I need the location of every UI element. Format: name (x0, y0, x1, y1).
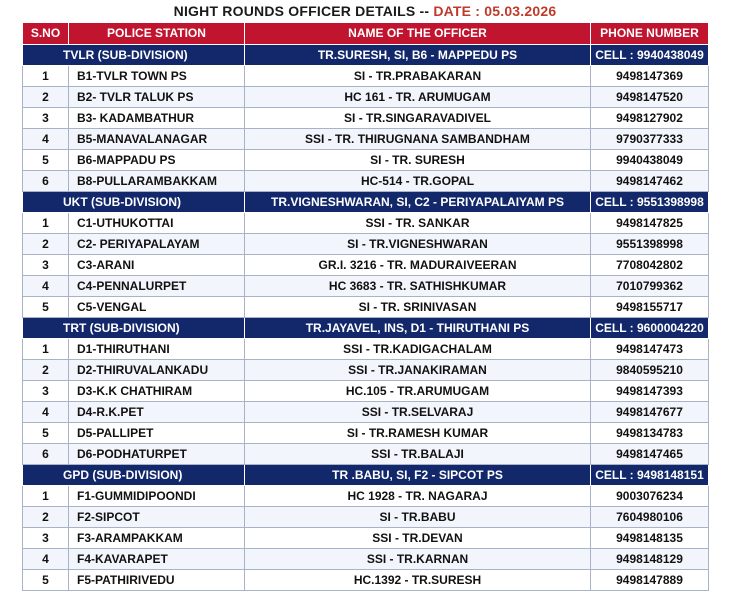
subdivision-cell: CELL : 9551398998 (591, 192, 709, 213)
row-station: D4-R.K.PET (69, 402, 245, 423)
row-sno: 5 (23, 150, 69, 171)
row-officer: SSI - TR.JANAKIRAMAN (245, 360, 591, 381)
row-phone: 9003076234 (591, 486, 709, 507)
row-officer: HC.105 - TR.ARUMUGAM (245, 381, 591, 402)
table-row (23, 339, 709, 360)
subdivision-officer: TR.VIGNESHWARAN, SI, C2 - PERIYAPALAIYAM PS (245, 192, 591, 213)
row-phone: 7604980106 (591, 507, 709, 528)
row-station: F5-PATHIRIVEDU (69, 570, 245, 591)
subdivision-officer: TR.JAYAVEL, INS, D1 - THIRUTHANI PS (245, 318, 591, 339)
row-officer: SI - TR.SINGARAVADIVEL (245, 108, 591, 129)
table-row (23, 234, 709, 255)
header-station: POLICE STATION (69, 23, 245, 45)
row-station: B3- KADAMBATHUR (69, 108, 245, 129)
row-sno: 4 (23, 402, 69, 423)
officer-table (22, 22, 709, 591)
row-station: B1-TVLR TOWN PS (69, 66, 245, 87)
row-station: F3-ARAMPAKKAM (69, 528, 245, 549)
table-row (23, 276, 709, 297)
row-sno: 1 (23, 486, 69, 507)
header-officer: NAME OF THE OFFICER (245, 23, 591, 45)
header-sno: S.NO (23, 23, 69, 45)
row-station: C4-PENNALURPET (69, 276, 245, 297)
table-body (23, 45, 709, 591)
row-sno: 4 (23, 549, 69, 570)
row-officer: SI - TR.PRABAKARAN (245, 66, 591, 87)
subdivision-row (23, 192, 709, 213)
subdivision-row (23, 465, 709, 486)
row-station: D3-K.K CHATHIRAM (69, 381, 245, 402)
table-row (23, 87, 709, 108)
row-phone: 7708042802 (591, 255, 709, 276)
row-station: C1-UTHUKOTTAI (69, 213, 245, 234)
row-officer: HC 161 - TR. ARUMUGAM (245, 87, 591, 108)
table-row (23, 66, 709, 87)
subdivision-cell: CELL : 9940438049 (591, 45, 709, 66)
row-officer: SI - TR. SURESH (245, 150, 591, 171)
row-station: B8-PULLARAMBAKKAM (69, 171, 245, 192)
header-phone: PHONE NUMBER (591, 23, 709, 45)
table-row (23, 402, 709, 423)
table-row (23, 486, 709, 507)
row-phone: 9498148135 (591, 528, 709, 549)
row-phone: 9498147369 (591, 66, 709, 87)
table-row (23, 297, 709, 318)
row-phone: 9498147465 (591, 444, 709, 465)
table-row (23, 570, 709, 591)
row-officer: HC-514 - TR.GOPAL (245, 171, 591, 192)
row-officer: SI - TR.RAMESH KUMAR (245, 423, 591, 444)
subdivision-row (23, 318, 709, 339)
title-main: NIGHT ROUNDS OFFICER DETAILS -- (173, 3, 434, 19)
table-row (23, 549, 709, 570)
subdivision-name: UKT (SUB-DIVISION) (23, 192, 245, 213)
row-phone: 9940438049 (591, 150, 709, 171)
row-officer: SSI - TR.BALAJI (245, 444, 591, 465)
row-phone: 7010799362 (591, 276, 709, 297)
row-phone: 9498147677 (591, 402, 709, 423)
table-row (23, 213, 709, 234)
table-row (23, 255, 709, 276)
subdivision-name: TVLR (SUB-DIVISION) (23, 45, 245, 66)
subdivision-name: TRT (SUB-DIVISION) (23, 318, 245, 339)
table-row (23, 150, 709, 171)
row-phone: 9498155717 (591, 297, 709, 318)
row-officer: HC 1928 - TR. NAGARAJ (245, 486, 591, 507)
row-phone: 9551398998 (591, 234, 709, 255)
title-date: DATE : 05.03.2026 (433, 3, 557, 19)
table-row (23, 129, 709, 150)
subdivision-officer: TR .BABU, SI, F2 - SIPCOT PS (245, 465, 591, 486)
row-station: D6-PODHATURPET (69, 444, 245, 465)
table-row (23, 423, 709, 444)
row-phone: 9498147393 (591, 381, 709, 402)
row-sno: 5 (23, 297, 69, 318)
row-station: C3-ARANI (69, 255, 245, 276)
row-phone: 9498148129 (591, 549, 709, 570)
row-phone: 9498147462 (591, 171, 709, 192)
row-officer: GR.I. 3216 - TR. MADURAIVEERAN (245, 255, 591, 276)
subdivision-row (23, 45, 709, 66)
row-sno: 3 (23, 108, 69, 129)
row-station: D2-THIRUVALANKADU (69, 360, 245, 381)
row-station: F1-GUMMIDIPOONDI (69, 486, 245, 507)
row-sno: 5 (23, 423, 69, 444)
subdivision-officer: TR.SURESH, SI, B6 - MAPPEDU PS (245, 45, 591, 66)
row-station: D5-PALLIPET (69, 423, 245, 444)
row-sno: 1 (23, 339, 69, 360)
row-sno: 2 (23, 507, 69, 528)
row-phone: 9840595210 (591, 360, 709, 381)
row-sno: 1 (23, 213, 69, 234)
table-row (23, 360, 709, 381)
subdivision-cell: CELL : 9600004220 (591, 318, 709, 339)
row-phone: 9498147825 (591, 213, 709, 234)
row-phone: 9790377333 (591, 129, 709, 150)
row-sno: 2 (23, 234, 69, 255)
row-phone: 9498147520 (591, 87, 709, 108)
row-officer: SI - TR. SRINIVASAN (245, 297, 591, 318)
row-station: B5-MANAVALANAGAR (69, 129, 245, 150)
row-sno: 3 (23, 381, 69, 402)
row-station: F4-KAVARAPET (69, 549, 245, 570)
header-row (23, 23, 709, 45)
row-sno: 6 (23, 171, 69, 192)
row-officer: SSI - TR.KARNAN (245, 549, 591, 570)
row-phone: 9498147473 (591, 339, 709, 360)
table-row (23, 171, 709, 192)
row-sno: 6 (23, 444, 69, 465)
page-title (0, 0, 730, 22)
table-row (23, 108, 709, 129)
row-officer: HC.1392 - TR.SURESH (245, 570, 591, 591)
row-officer: HC 3683 - TR. SATHISHKUMAR (245, 276, 591, 297)
row-officer: SSI - TR.DEVAN (245, 528, 591, 549)
table-row (23, 444, 709, 465)
row-station: C5-VENGAL (69, 297, 245, 318)
row-sno: 3 (23, 255, 69, 276)
row-officer: SSI - TR.SELVARAJ (245, 402, 591, 423)
row-station: B2- TVLR TALUK PS (69, 87, 245, 108)
row-sno: 2 (23, 360, 69, 381)
row-officer: SI - TR.VIGNESHWARAN (245, 234, 591, 255)
subdivision-cell: CELL : 9498148151 (591, 465, 709, 486)
row-officer: SSI - TR.KADIGACHALAM (245, 339, 591, 360)
row-sno: 4 (23, 276, 69, 297)
row-sno: 1 (23, 66, 69, 87)
row-sno: 2 (23, 87, 69, 108)
row-phone: 9498134783 (591, 423, 709, 444)
table-header (23, 23, 709, 45)
row-station: D1-THIRUTHANI (69, 339, 245, 360)
row-officer: SI - TR.BABU (245, 507, 591, 528)
row-phone: 9498147889 (591, 570, 709, 591)
row-sno: 4 (23, 129, 69, 150)
table-row (23, 507, 709, 528)
row-officer: SSI - TR. SANKAR (245, 213, 591, 234)
row-sno: 5 (23, 570, 69, 591)
table-row (23, 528, 709, 549)
row-station: F2-SIPCOT (69, 507, 245, 528)
subdivision-name: GPD (SUB-DIVISION) (23, 465, 245, 486)
row-officer: SSI - TR. THIRUGNANA SAMBANDHAM (245, 129, 591, 150)
row-sno: 3 (23, 528, 69, 549)
row-phone: 9498127902 (591, 108, 709, 129)
table-row (23, 381, 709, 402)
row-station: C2- PERIYAPALAYAM (69, 234, 245, 255)
row-station: B6-MAPPADU PS (69, 150, 245, 171)
